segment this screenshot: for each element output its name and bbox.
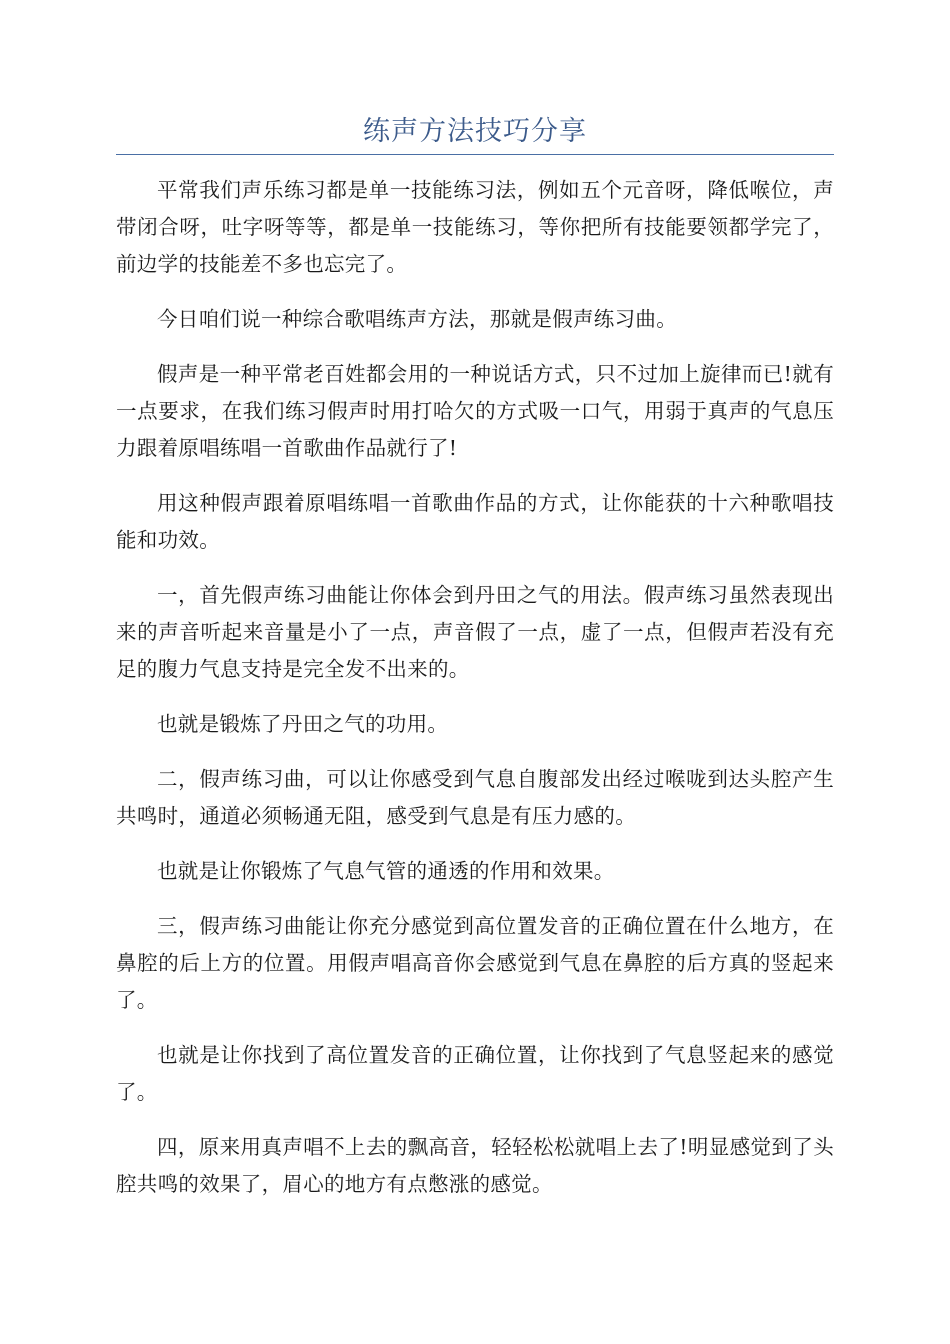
paragraph: 四，原来用真声唱不上去的飘高音，轻轻松松就唱上去了!明显感觉到了头腔共鸣的效果了，眉心的地方有点憋涨的感觉。 [116, 1135, 834, 1196]
paragraph: 也就是让你锻炼了气息气管的通透的作用和效果。 [157, 859, 615, 883]
paragraph: 今日咱们说一种综合歌唱练声方法，那就是假声练习曲。 [157, 307, 677, 331]
title-underline [116, 154, 834, 155]
paragraph: 用这种假声跟着原唱练唱一首歌曲作品的方式，让你能获的十六种歌唱技能和功效。 [116, 491, 834, 552]
document-title: 练声方法技巧分享 [363, 116, 587, 147]
paragraph: 二，假声练习曲，可以让你感受到气息自腹部发出经过喉咙到达头腔产生共鸣时，通道必须畅通无阻，感受到气息是有压力感的。 [116, 767, 834, 828]
paragraph: 三，假声练习曲能让你充分感觉到高位置发音的正确位置在什么地方，在鼻腔的后上方的位置。用假声唱高音你会感觉到气息在鼻腔的后方真的竖起来了。 [116, 914, 834, 1012]
paragraph: 平常我们声乐练习都是单一技能练习法，例如五个元音呀，降低喉位，声带闭合呀，吐字呀等等，都是单一技能练习，等你把所有技能要领都学完了，前边学的技能差不多也忘完了。 [116, 178, 834, 276]
paragraph: 也就是锻炼了丹田之气的功用。 [157, 712, 449, 736]
paragraph: 一，首先假声练习曲能让你体会到丹田之气的用法。假声练习虽然表现出来的声音听起来音量是小了一点，声音假了一点，虚了一点，但假声若没有充足的腹力气息支持是完全发不出来的。 [116, 583, 834, 681]
document-body [116, 172, 834, 1221]
paragraph: 也就是让你找到了高位置发音的正确位置，让你找到了气息竖起来的感觉了。 [116, 1043, 834, 1104]
paragraph: 假声是一种平常老百姓都会用的一种说话方式，只不过加上旋律而已!就有一点要求，在我们练习假声时用打哈欠的方式吸一口气，用弱于真声的气息压力跟着原唱练唱一首歌曲作品就行了! [116, 362, 834, 460]
